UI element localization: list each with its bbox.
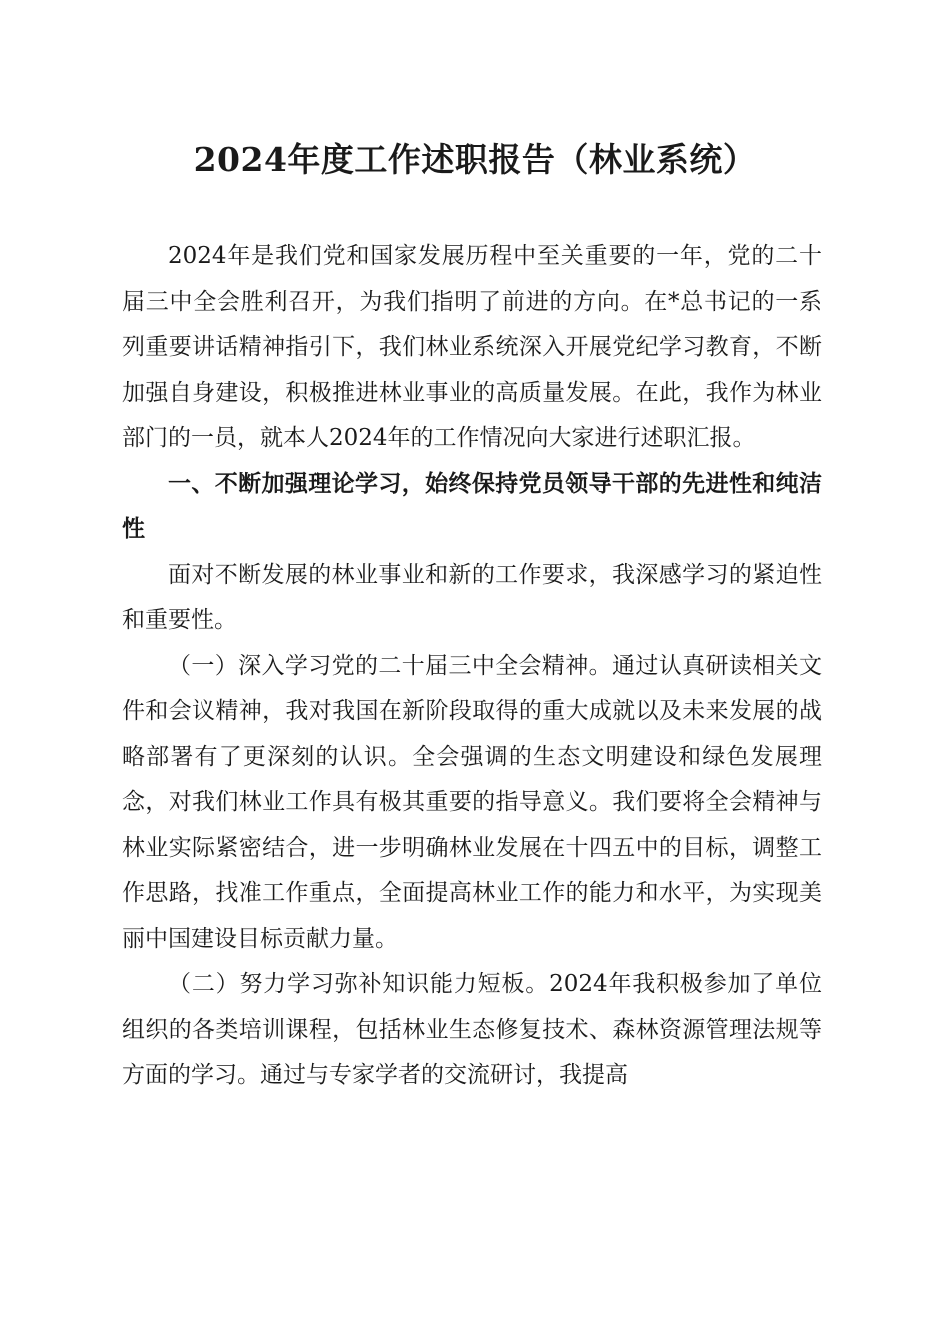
item-1-title: （一）深入学习党的二十届三中全会精神。 — [168, 652, 613, 679]
document-body — [122, 234, 822, 1099]
item-2-text: 2024年我积极参加了单位组织的各类培训课程，包括林业生态修复技术、森林资源管理法规等方面的学习。通过与专家学者的交流研讨，我提高 — [122, 971, 822, 1088]
section-1-heading: 一、不断加强理论学习，始终保持党员领导干部的先进性和纯洁性 — [122, 470, 822, 542]
item-1-paragraph — [122, 644, 822, 963]
section-1-intro-paragraph: 面对不断发展的林业事业和新的工作要求，我深感学习的紧迫性和重要性。 — [122, 561, 822, 633]
item-1-text: 通过认真研读相关文件和会议精神，我对我国在新阶段取得的重大成就以及未来发展的战略部署有了更深刻的认识。全会强调的生态文明建设和绿色发展理念，对我们林业工作具有极其重要的指导意义。我们要将全会精神与林业实际紧密结合，进一步明确林业发展在十四五中的目标，调整工作思路，找准工作重点，全面提高林业工作的能力和水平，为实现美丽中国建设目标贡献力量。 — [122, 652, 823, 952]
item-2-title: （二）努力学习弥补知识能力短板。 — [168, 971, 550, 997]
intro-paragraph: 2024年是我们党和国家发展历程中至关重要的一年，党的二十届三中全会胜利召开，为我们指明了前进的方向。在*总书记的一系列重要讲话精神指引下，我们林业系统深入开展党纪学习教育，不断加强自身建设，积极推进林业事业的高质量发展。在此，我作为林业部门的一员，就本人2024年的工作情况向大家进行述职汇报。 — [122, 243, 822, 451]
item-2-paragraph — [122, 962, 822, 1099]
document-title: 2024年度工作述职报告（林业系统） — [193, 140, 757, 179]
